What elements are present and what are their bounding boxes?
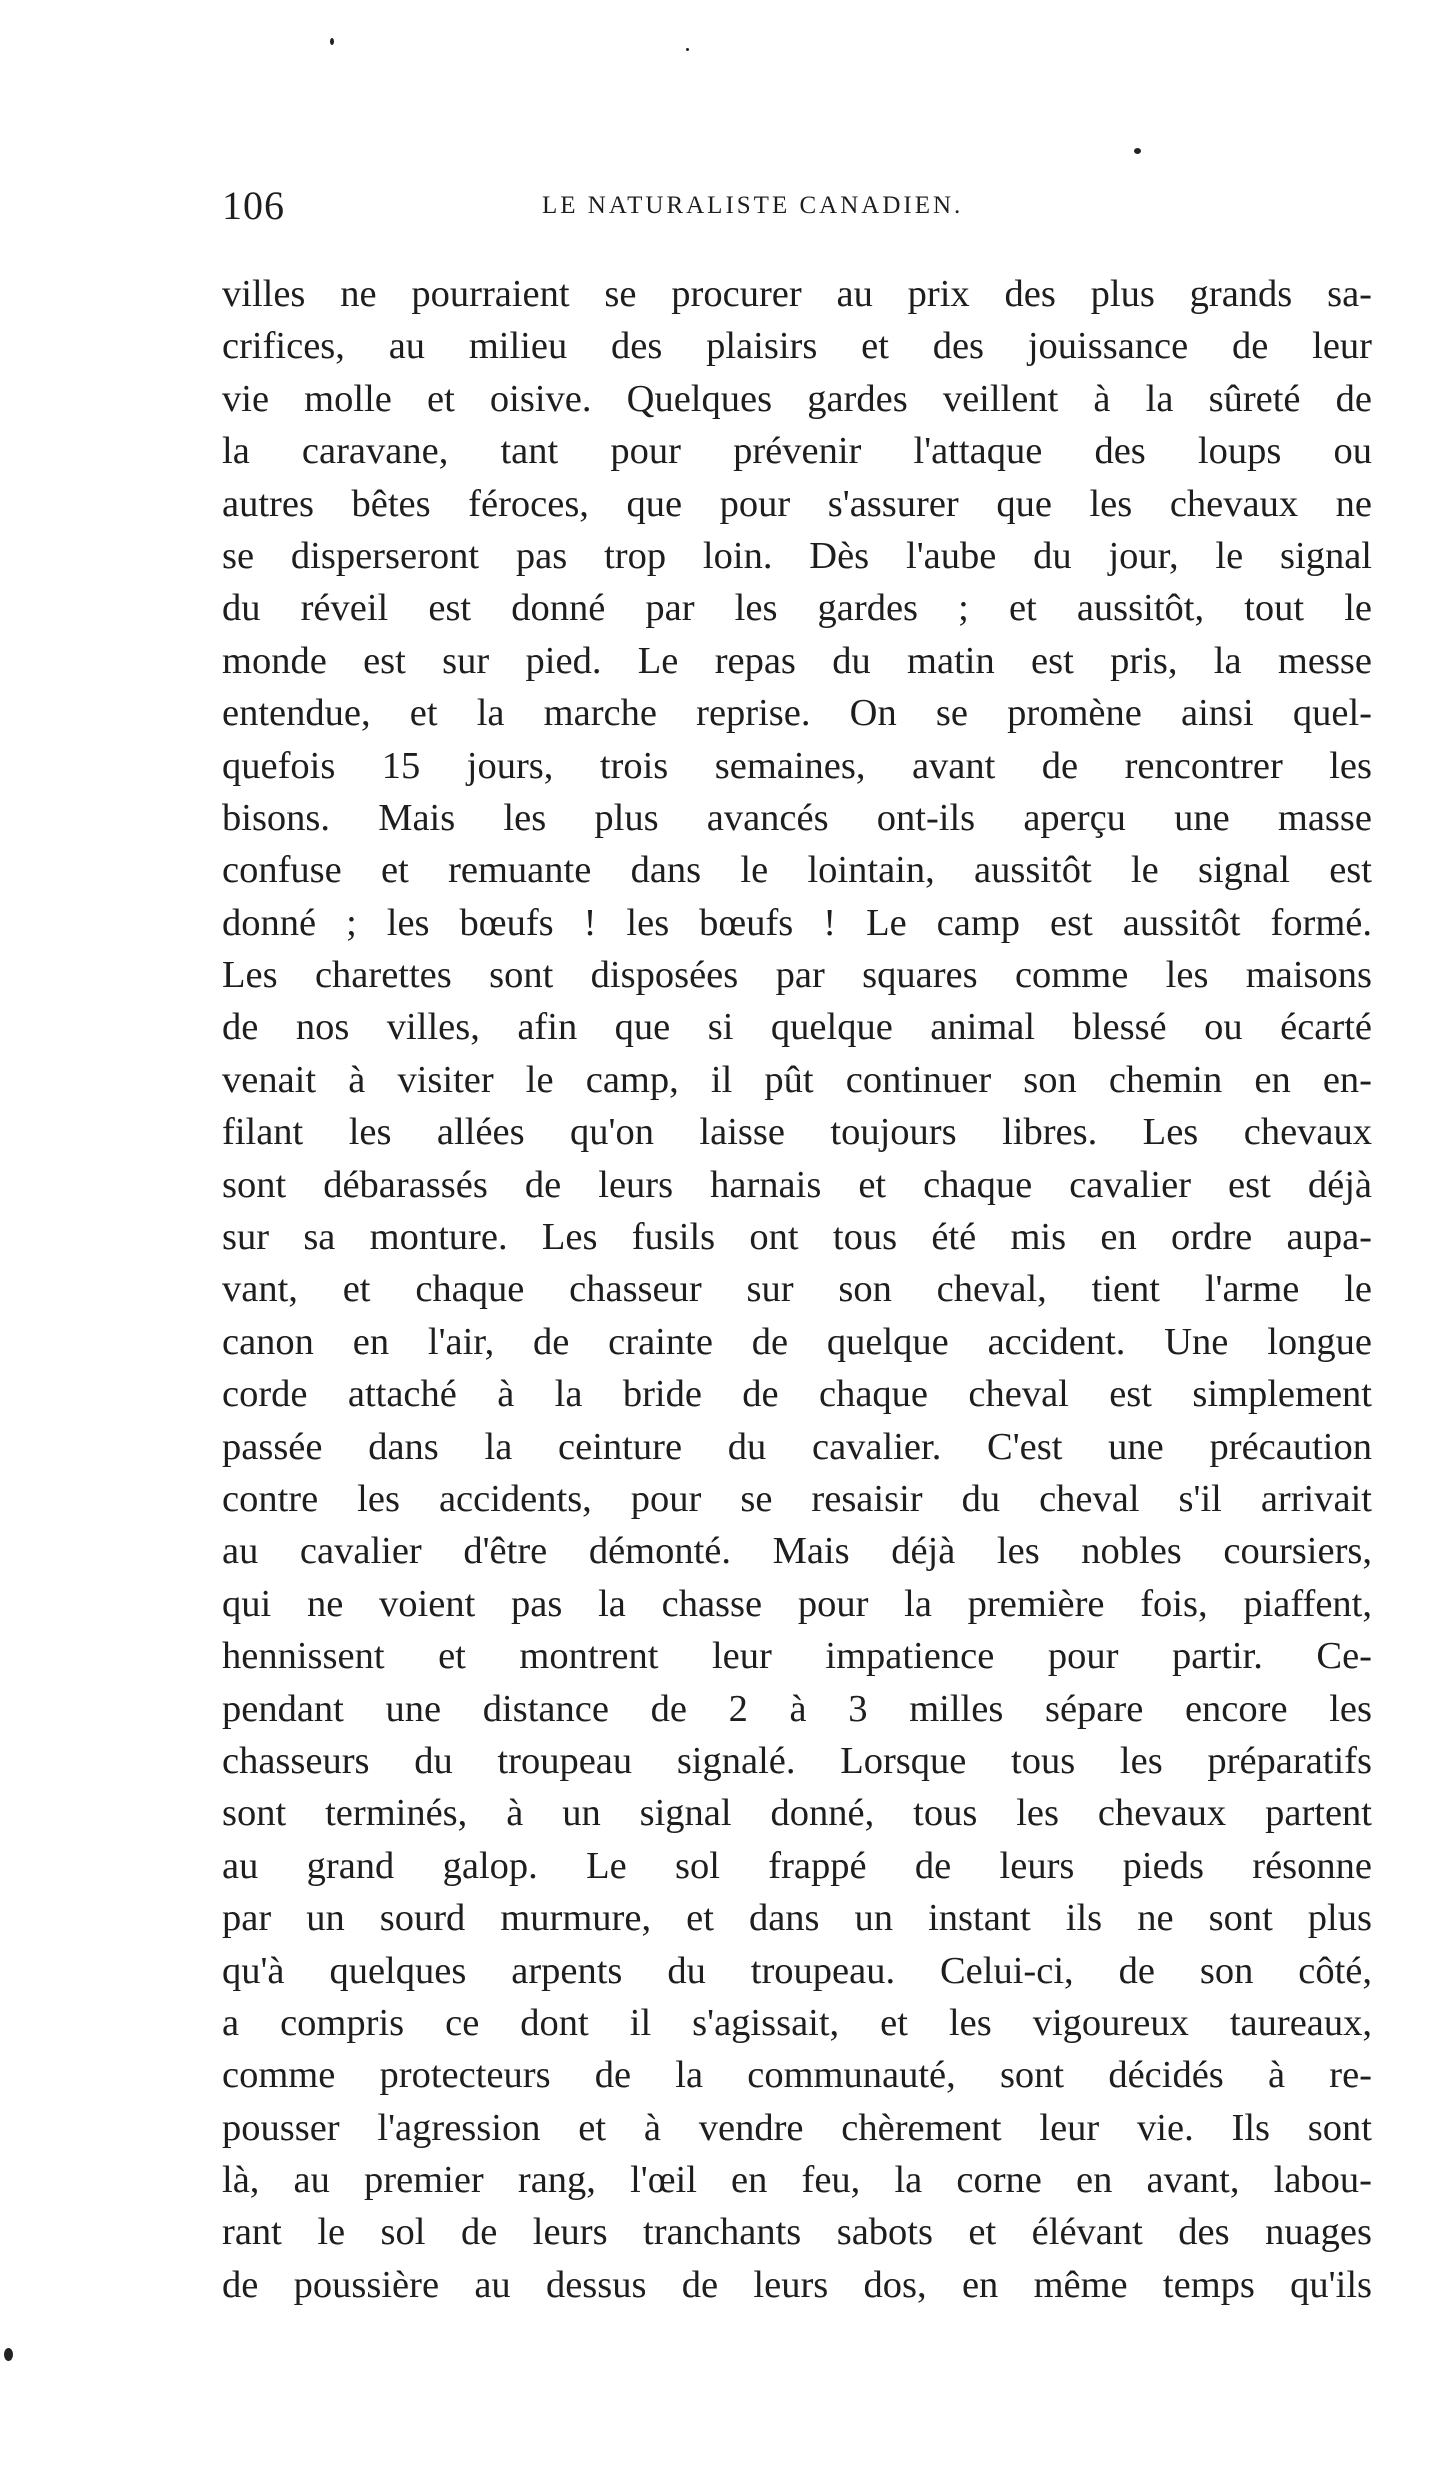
text-line: crifices, au milieu des plaisirs et des jouissance de leur	[222, 325, 1372, 368]
text-line: rant le sol de leurs tranchants sabots et élévant des nuages	[222, 2211, 1372, 2254]
text-line: sont débarassés de leurs harnais et chaque cavalier est déjà	[222, 1163, 1372, 1206]
scan-speck	[330, 38, 334, 45]
text-line: bisons. Mais les plus avancés ont-ils aperçu une masse	[222, 796, 1372, 839]
scan-speck	[1134, 148, 1141, 154]
text-line: vant, et chaque chasseur sur son cheval, tient l'arme le	[222, 1268, 1372, 1311]
text-line: autres bêtes féroces, que pour s'assurer que les chevaux ne	[222, 482, 1372, 525]
text-line: venait à visiter le camp, il pût continuer son chemin en en-	[222, 1058, 1372, 1101]
text-line: passée dans la ceinture du cavalier. C'est une précaution	[222, 1425, 1372, 1468]
text-line: la caravane, tant pour prévenir l'attaque des loups ou	[222, 430, 1372, 473]
text-line: quefois 15 jours, trois semaines, avant de rencontrer les	[222, 744, 1372, 787]
body-text	[222, 268, 1372, 2311]
text-line: au cavalier d'être démonté. Mais déjà les nobles coursiers,	[222, 1530, 1372, 1573]
text-line: corde attaché à la bride de chaque cheval est simplement	[222, 1373, 1372, 1416]
text-line: Les charettes sont disposées par squares comme les maisons	[222, 954, 1372, 997]
text-line: sur sa monture. Les fusils ont tous été mis en ordre aupa-	[222, 1216, 1372, 1259]
text-line: chasseurs du troupeau signalé. Lorsque tous les préparatifs	[222, 1739, 1372, 1782]
text-line: par un sourd murmure, et dans un instant ils ne sont plus	[222, 1897, 1372, 1940]
text-line: pousser l'agression et à vendre chèrement leur vie. Ils sont	[222, 2106, 1372, 2149]
text-line: de poussière au dessus de leurs dos, en même temps qu'ils	[222, 2263, 1372, 2306]
text-line: entendue, et la marche reprise. On se promène ainsi quel-	[222, 692, 1372, 735]
text-line: a compris ce dont il s'agissait, et les vigoureux taureaux,	[222, 2001, 1372, 2044]
text-line: confuse et remuante dans le lointain, aussitôt le signal est	[222, 849, 1372, 892]
scan-speck	[4, 2348, 13, 2361]
text-line: canon en l'air, de crainte de quelque accident. Une longue	[222, 1320, 1372, 1363]
text-line: contre les accidents, pour se resaisir du cheval s'il arrivait	[222, 1477, 1372, 1520]
text-line: monde est sur pied. Le repas du matin est pris, la messe	[222, 639, 1372, 682]
text-line: au grand galop. Le sol frappé de leurs pieds résonne	[222, 1844, 1372, 1887]
text-line: vie molle et oisive. Quelques gardes veillent à la sûreté de	[222, 377, 1372, 420]
text-line: villes ne pourraient se procurer au prix des plus grands sa-	[222, 273, 1372, 315]
text-line: là, au premier rang, l'œil en feu, la corne en avant, labou-	[222, 2159, 1372, 2202]
text-line: de nos villes, afin que si quelque animal blessé ou écarté	[222, 1006, 1372, 1049]
running-title: LE NATURALISTE CANADIEN.	[542, 192, 964, 219]
text-line: donné ; les bœufs ! les bœufs ! Le camp est aussitôt formé.	[222, 901, 1372, 944]
page-header	[222, 178, 1372, 228]
text-line: pendant une distance de 2 à 3 milles sépare encore les	[222, 1687, 1372, 1730]
page-number: 106	[222, 183, 285, 228]
text-line: comme protecteurs de la communauté, sont décidés à re-	[222, 2054, 1372, 2097]
text-line: sont terminés, à un signal donné, tous les chevaux partent	[222, 1792, 1372, 1835]
text-line: hennissent et montrent leur impatience pour partir. Ce-	[222, 1635, 1372, 1678]
text-line: filant les allées qu'on laisse toujours libres. Les chevaux	[222, 1111, 1372, 1154]
text-line: qu'à quelques arpents du troupeau. Celui-ci, de son côté,	[222, 1949, 1372, 1992]
scan-speck	[686, 48, 689, 51]
text-line: se disperseront pas trop loin. Dès l'aube du jour, le signal	[222, 534, 1372, 577]
text-line: du réveil est donné par les gardes ; et aussitôt, tout le	[222, 587, 1372, 630]
text-line: qui ne voient pas la chasse pour la première fois, piaffent,	[222, 1582, 1372, 1625]
